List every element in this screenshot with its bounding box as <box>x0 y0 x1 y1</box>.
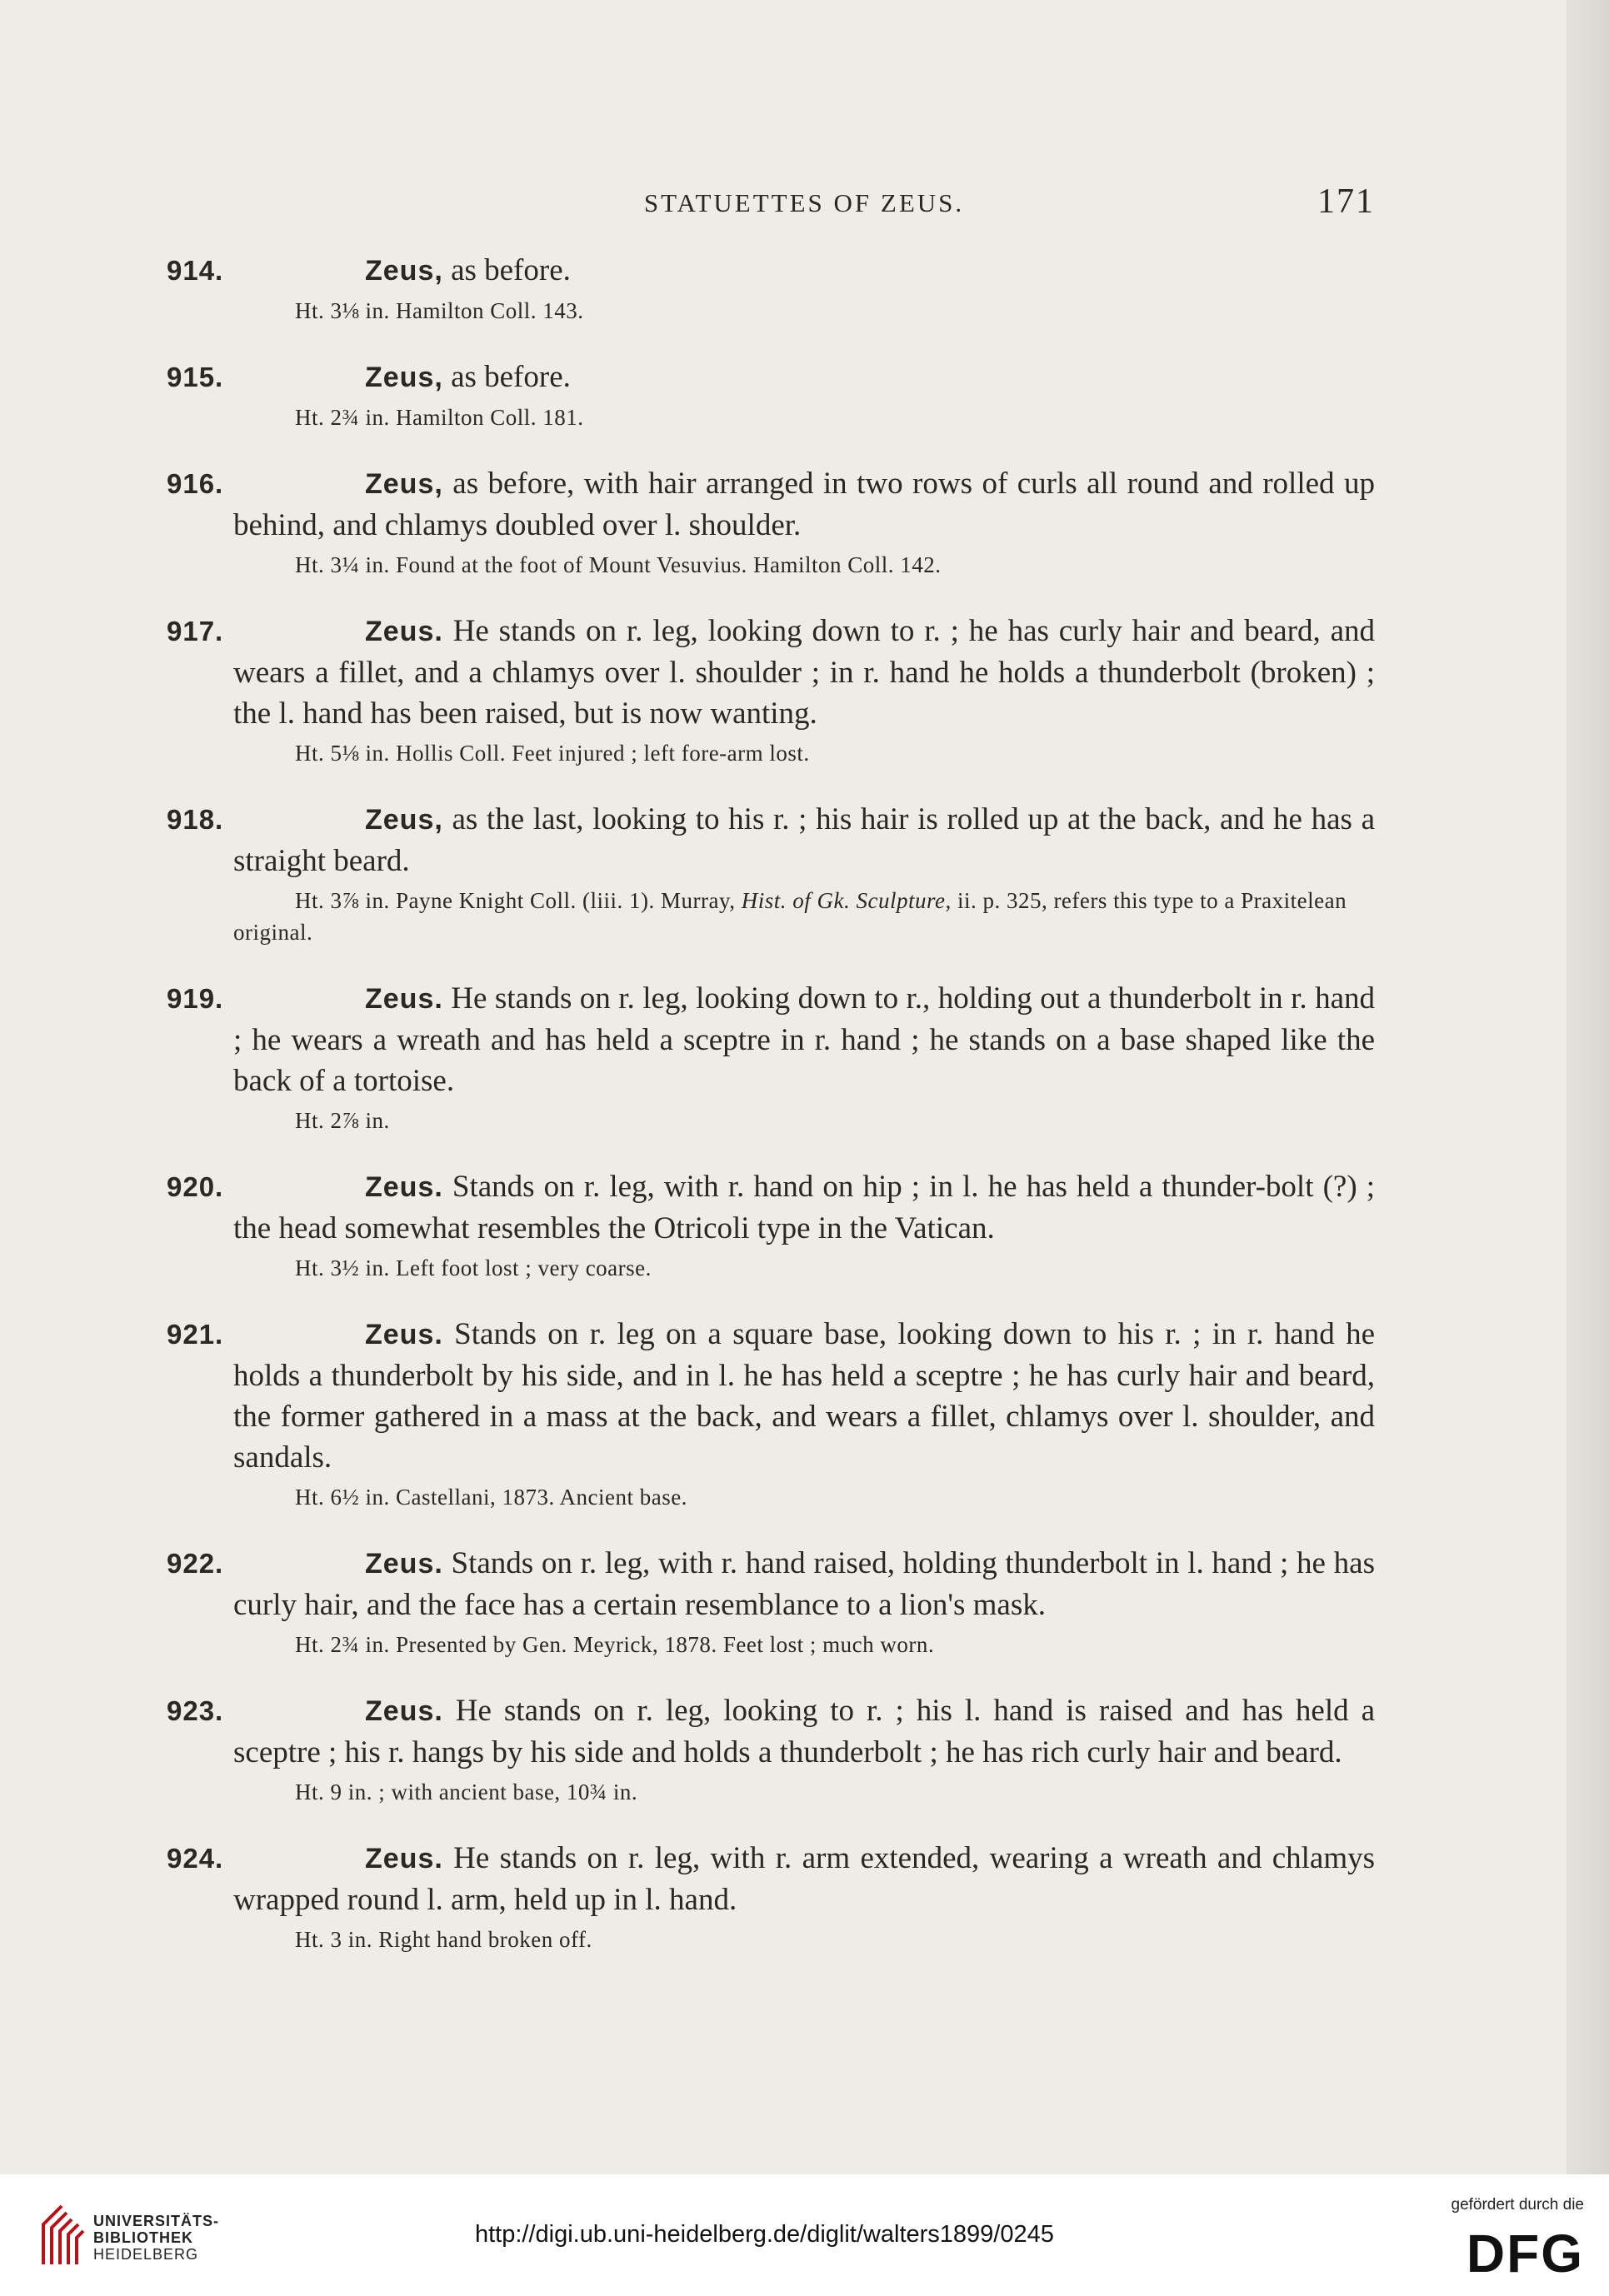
entry-description <box>167 799 1375 881</box>
entry-note: Ht. 2¾ in. Presented by Gen. Meyrick, 1878. Feet lost ; much worn. <box>295 1632 935 1657</box>
entry-body: Stands on r. leg, with r. hand raised, holding thunderbolt in l. hand ; he has curly hair, and the face has a certain resemblance to a lion's mask. <box>233 1546 1375 1622</box>
catalogue-entry <box>167 1166 1375 1284</box>
note-text: ii. p. 325, refers this type to a Praxitelean original. <box>233 888 1347 945</box>
entry-subject: Zeus. <box>365 1548 443 1580</box>
catalogue-entry <box>167 1543 1375 1660</box>
note-text: Ht. 3⅞ in. Payne Knight Coll. (liii. 1). Murray, <box>295 888 742 913</box>
entry-subject: Zeus, <box>365 362 443 393</box>
entry-note: Ht. 9 in. ; with ancient base, 10¾ in. <box>295 1779 638 1804</box>
permalink[interactable]: http://digi.ub.uni-heidelberg.de/diglit/walters1899/0245 <box>475 2221 1054 2248</box>
catalogue-entry <box>167 1838 1375 1955</box>
catalogue-entry <box>167 799 1375 948</box>
funder-logo: DFG <box>1466 2224 1584 2284</box>
entry-number: 918. <box>167 804 224 835</box>
funding-label: gefördert durch die <box>1451 2196 1584 2214</box>
entry-body: as before. <box>442 253 571 287</box>
entry-number: 922. <box>167 1548 224 1579</box>
library-name-line: UNIVERSITÄTS- <box>93 2213 220 2229</box>
entry-body: He stands on r. leg, looking to r. ; his l. hand is raised and has held a sceptre ; his r. hangs by his side and holds a thunderbolt ; he has rich curly hair and beard. <box>233 1694 1375 1769</box>
running-head <box>233 182 1375 232</box>
library-logo-icon <box>37 2199 88 2271</box>
entry-subject: Zeus, <box>365 468 443 500</box>
entry-note: Ht. 6½ in. Castellani, 1873. Ancient base. <box>295 1485 687 1510</box>
catalogue-entry <box>167 611 1375 769</box>
entry-number: 914. <box>167 255 224 286</box>
catalogue-entry <box>167 1690 1375 1808</box>
entry-subject: Zeus. <box>365 1319 443 1350</box>
entry-description <box>167 463 1375 546</box>
library-name-line: BIBLIOTHEK <box>93 2229 193 2246</box>
entry-note: Ht. 3 in. Right hand broken off. <box>295 1927 592 1952</box>
cited-work-title: Hist. of Gk. Sculpture, <box>741 888 952 913</box>
page-number: 171 <box>1317 182 1375 221</box>
entry-number: 920. <box>167 1171 224 1202</box>
entry-description <box>167 1690 1375 1773</box>
library-name <box>93 2213 219 2263</box>
entry-note <box>167 885 1375 948</box>
entry-description <box>167 357 1375 398</box>
running-title: STATUETTES OF ZEUS. <box>643 188 965 217</box>
entry-note: Ht. 2¾ in. Hamilton Coll. 181. <box>295 405 584 430</box>
entry-description <box>167 1838 1375 1920</box>
entry-subject: Zeus, <box>365 804 443 836</box>
entry-description <box>167 1543 1375 1625</box>
entry-body: as before. <box>442 360 571 394</box>
entry-note: Ht. 3⅛ in. Hamilton Coll. 143. <box>295 298 584 323</box>
entry-number: 924. <box>167 1843 224 1874</box>
entry-subject: Zeus. <box>365 1843 443 1874</box>
entry-number: 917. <box>167 616 224 646</box>
entry-description <box>167 1166 1375 1249</box>
entry-note: Ht. 5⅛ in. Hollis Coll. Feet injured ; left fore-arm lost. <box>295 741 810 766</box>
entry-subject: Zeus. <box>365 1171 443 1203</box>
entry-note: Ht. 3½ in. Left foot lost ; very coarse. <box>295 1255 652 1280</box>
library-name-line: HEIDELBERG <box>93 2246 199 2263</box>
page-edge <box>1567 0 1609 2174</box>
entry-body: He stands on r. leg, looking down to r., holding out a thunderbolt in r. hand ; he wears a wreath and has held a sceptre in r. hand ; he stands on a base shaped like the back of a tortoise. <box>233 981 1375 1098</box>
entry-number: 921. <box>167 1319 224 1350</box>
entry-body: as before, with hair arranged in two rows of curls all round and rolled up behind, and chlamys doubled over l. shoulder. <box>233 467 1375 542</box>
catalogue-entry <box>167 1314 1375 1513</box>
entry-body: Stands on r. leg, with r. hand on hip ; in l. he has held a thunder-bolt (?) ; the head somewhat resembles the Otricoli type in the Vatican. <box>233 1170 1375 1245</box>
catalogue-entry <box>167 463 1375 581</box>
entry-number: 919. <box>167 983 224 1014</box>
entry-body: He stands on r. leg, looking down to r. ; he has curly hair and beard, and wears a fillet, and a chlamys over l. shoulder ; in r. hand he holds a thunderbolt (broken) ; the l. hand has been raised, but is now wanting. <box>233 614 1375 731</box>
entry-subject: Zeus. <box>365 983 443 1015</box>
entry-description <box>167 250 1375 292</box>
entry-body: Stands on r. leg on a square base, looking down to his r. ; in r. hand he holds a thunderbolt by his side, and in l. he has held a sceptre ; he has curly hair and beard, the former gathered in a mass at the back, and wears a fillet, chlamys over l. shoulder, and sandals. <box>233 1317 1375 1475</box>
entry-subject: Zeus. <box>365 1695 443 1727</box>
entry-note: Ht. 3¼ in. Found at the foot of Mount Vesuvius. Hamilton Coll. 142. <box>295 552 942 577</box>
entry-subject: Zeus. <box>365 616 443 647</box>
entry-body: as the last, looking to his r. ; his hair is rolled up at the back, and he has a straight beard. <box>233 802 1375 878</box>
entry-body: He stands on r. leg, with r. arm extended, wearing a wreath and chlamys wrapped round l. arm, held up in l. hand. <box>233 1841 1375 1917</box>
catalogue-entry <box>167 357 1375 433</box>
entry-description <box>167 1314 1375 1478</box>
viewer-footer <box>0 2174 1609 2296</box>
entry-description <box>167 978 1375 1101</box>
entry-number: 923. <box>167 1695 224 1726</box>
catalogue-entry <box>167 250 1375 327</box>
entry-number: 916. <box>167 468 224 499</box>
entry-number: 915. <box>167 362 224 392</box>
catalogue-entry <box>167 978 1375 1136</box>
entry-subject: Zeus, <box>365 255 443 287</box>
entry-note: Ht. 2⅞ in. <box>295 1108 390 1133</box>
entry-description <box>167 611 1375 734</box>
catalogue-entries <box>167 250 1375 1985</box>
